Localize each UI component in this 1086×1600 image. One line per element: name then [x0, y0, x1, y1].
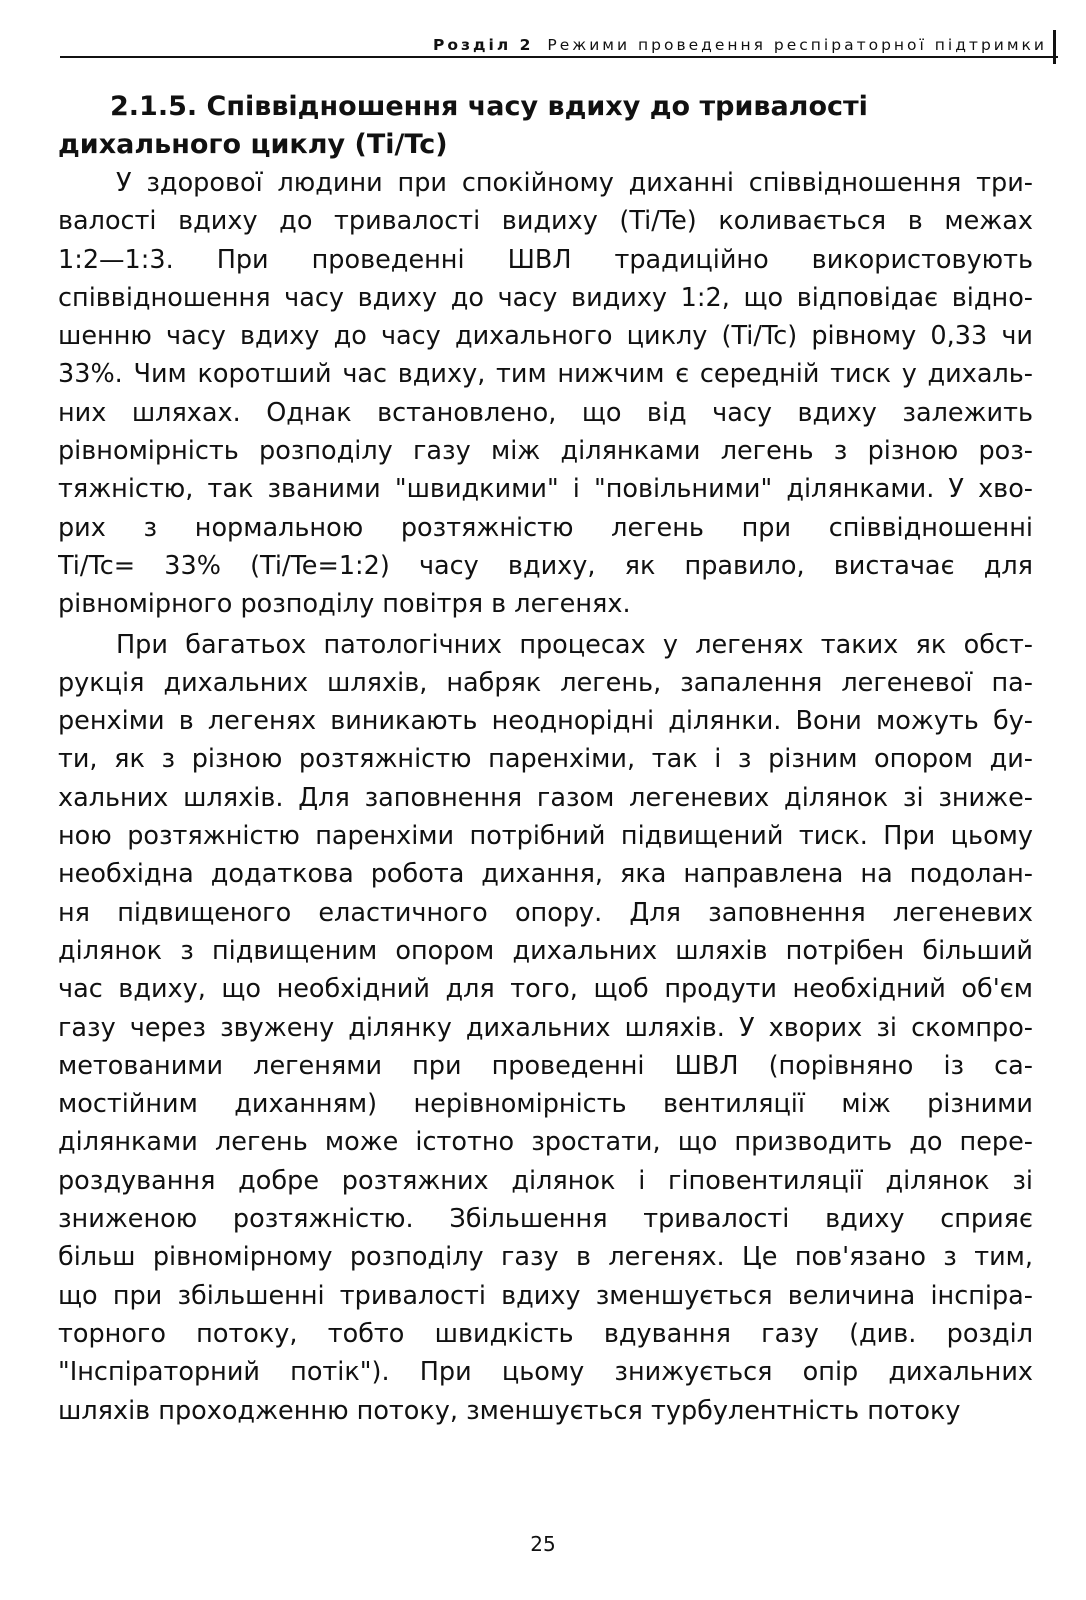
text-line: тяжністю, так званими "швидкими" і "повільними" ділянками. У хво-	[58, 474, 1033, 505]
text-line: ренхіми в легенях виникають неоднорідні ділянки. Вони можуть бу-	[58, 706, 1033, 737]
text-line: хальних шляхів. Для заповнення газом легеневих ділянок зі знижe-	[58, 782, 1033, 813]
text-line: У здорової людини при спокійному диханні співвідношення три-	[116, 168, 1033, 198]
chapter-label: Розділ 2	[432, 36, 534, 54]
page-number: 25	[530, 1532, 556, 1556]
text-line: більш рівномірному розподілу газу в легенях. Це пов'язано з тим,	[58, 1242, 1033, 1273]
text-line: рих з нормальною розтяжністю легень при співвідношенні	[58, 512, 1033, 543]
header-vertical-bar	[1053, 30, 1056, 64]
text-line: рівномірного розподілу повітря в легенях.	[58, 589, 631, 620]
text-line: співвідношення часу вдиху до часу видиху 1:2, що відповідає відно-	[58, 282, 1033, 313]
text-line: Ti/Tc= 33% (Ti/Te=1:2) часу вдиху, як правило, вистачає для	[58, 550, 1033, 581]
text-line: "Інспіраторний потік"). При цьому знижується опір дихальних	[58, 1357, 1033, 1388]
text-line: 33%. Чим коротший час вдиху, тим нижчим є середній тиск у дихаль-	[58, 359, 1033, 390]
text-line: рівномірність розподілу газу між ділянками легень з різною роз-	[58, 436, 1033, 467]
text-line: ною розтяжністю паренхіми потрібний підвищений тиск. При цьому	[58, 821, 1033, 852]
header-rule	[60, 56, 1058, 58]
text-line: 1:2—1:3. При проведенні ШВЛ традиційно використовують	[58, 244, 1033, 275]
text-line: ділянками легень може істотно зростати, що призводить до пере-	[58, 1127, 1033, 1158]
text-line: час вдиху, що необхідний для того, щоб продути необхідний об'єм	[58, 974, 1033, 1005]
text-line: шенню часу вдиху до часу дихального циклу (Ti/Tc) рівному 0,33 чи	[58, 321, 1033, 352]
text-line: зниженою розтяжністю. Збільшення тривалості вдиху сприяє	[58, 1204, 1033, 1235]
paragraph-1	[58, 164, 1033, 624]
chapter-title: Режими проведення респіраторної підтримки	[547, 36, 1047, 54]
running-head	[60, 18, 1056, 54]
section-heading: 2.1.5. Співвідношення часу вдиху до тривалості дихального циклу (Ti/Tc)	[58, 91, 868, 160]
text-line: рукція дихальних шляхів, набряк легень, запалення легеневої па-	[58, 667, 1033, 698]
text-line: При багатьох патологічних процесах у легенях таких як обст-	[116, 629, 1033, 660]
text-line: них шляхах. Однак встановлено, що від часу вдиху залежить	[58, 397, 1033, 428]
text-line: метованими легенями при проведенні ШВЛ (порівняно із са-	[58, 1050, 1033, 1081]
paragraph-2	[58, 626, 1033, 1430]
text-line: шляхів проходженню потоку, зменшується турбулентність потоку	[58, 1395, 961, 1426]
text-line: необхідна додаткова робота дихання, яка направлена на подолан-	[58, 859, 1033, 890]
page-content	[58, 88, 1033, 1430]
text-line: ти, як з різною розтяжністю паренхіми, так і з різним опором ди-	[58, 744, 1033, 775]
text-line: торного потоку, тобто швидкість вдування газу (див. розділ	[58, 1318, 1033, 1349]
text-line: валості вдиху до тривалості видиху (Ti/Te) коливається в межах	[58, 206, 1033, 237]
text-line: що при збільшенні тривалості вдиху зменшується величина інспіра-	[58, 1280, 1033, 1311]
text-line: газу через звужену ділянку дихальних шляхів. У хворих зі скомпро-	[58, 1012, 1033, 1043]
text-line: роздування добре розтяжних ділянок і гіповентиляції ділянок зі	[58, 1165, 1033, 1196]
text-line: мостійним диханням) нерівномірність вентиляції між різними	[58, 1089, 1033, 1120]
text-line: ділянок з підвищеним опором дихальних шляхів потрібен більший	[58, 935, 1033, 966]
text-line: ня підвищеного еластичного опору. Для заповнення легеневих	[58, 897, 1033, 928]
